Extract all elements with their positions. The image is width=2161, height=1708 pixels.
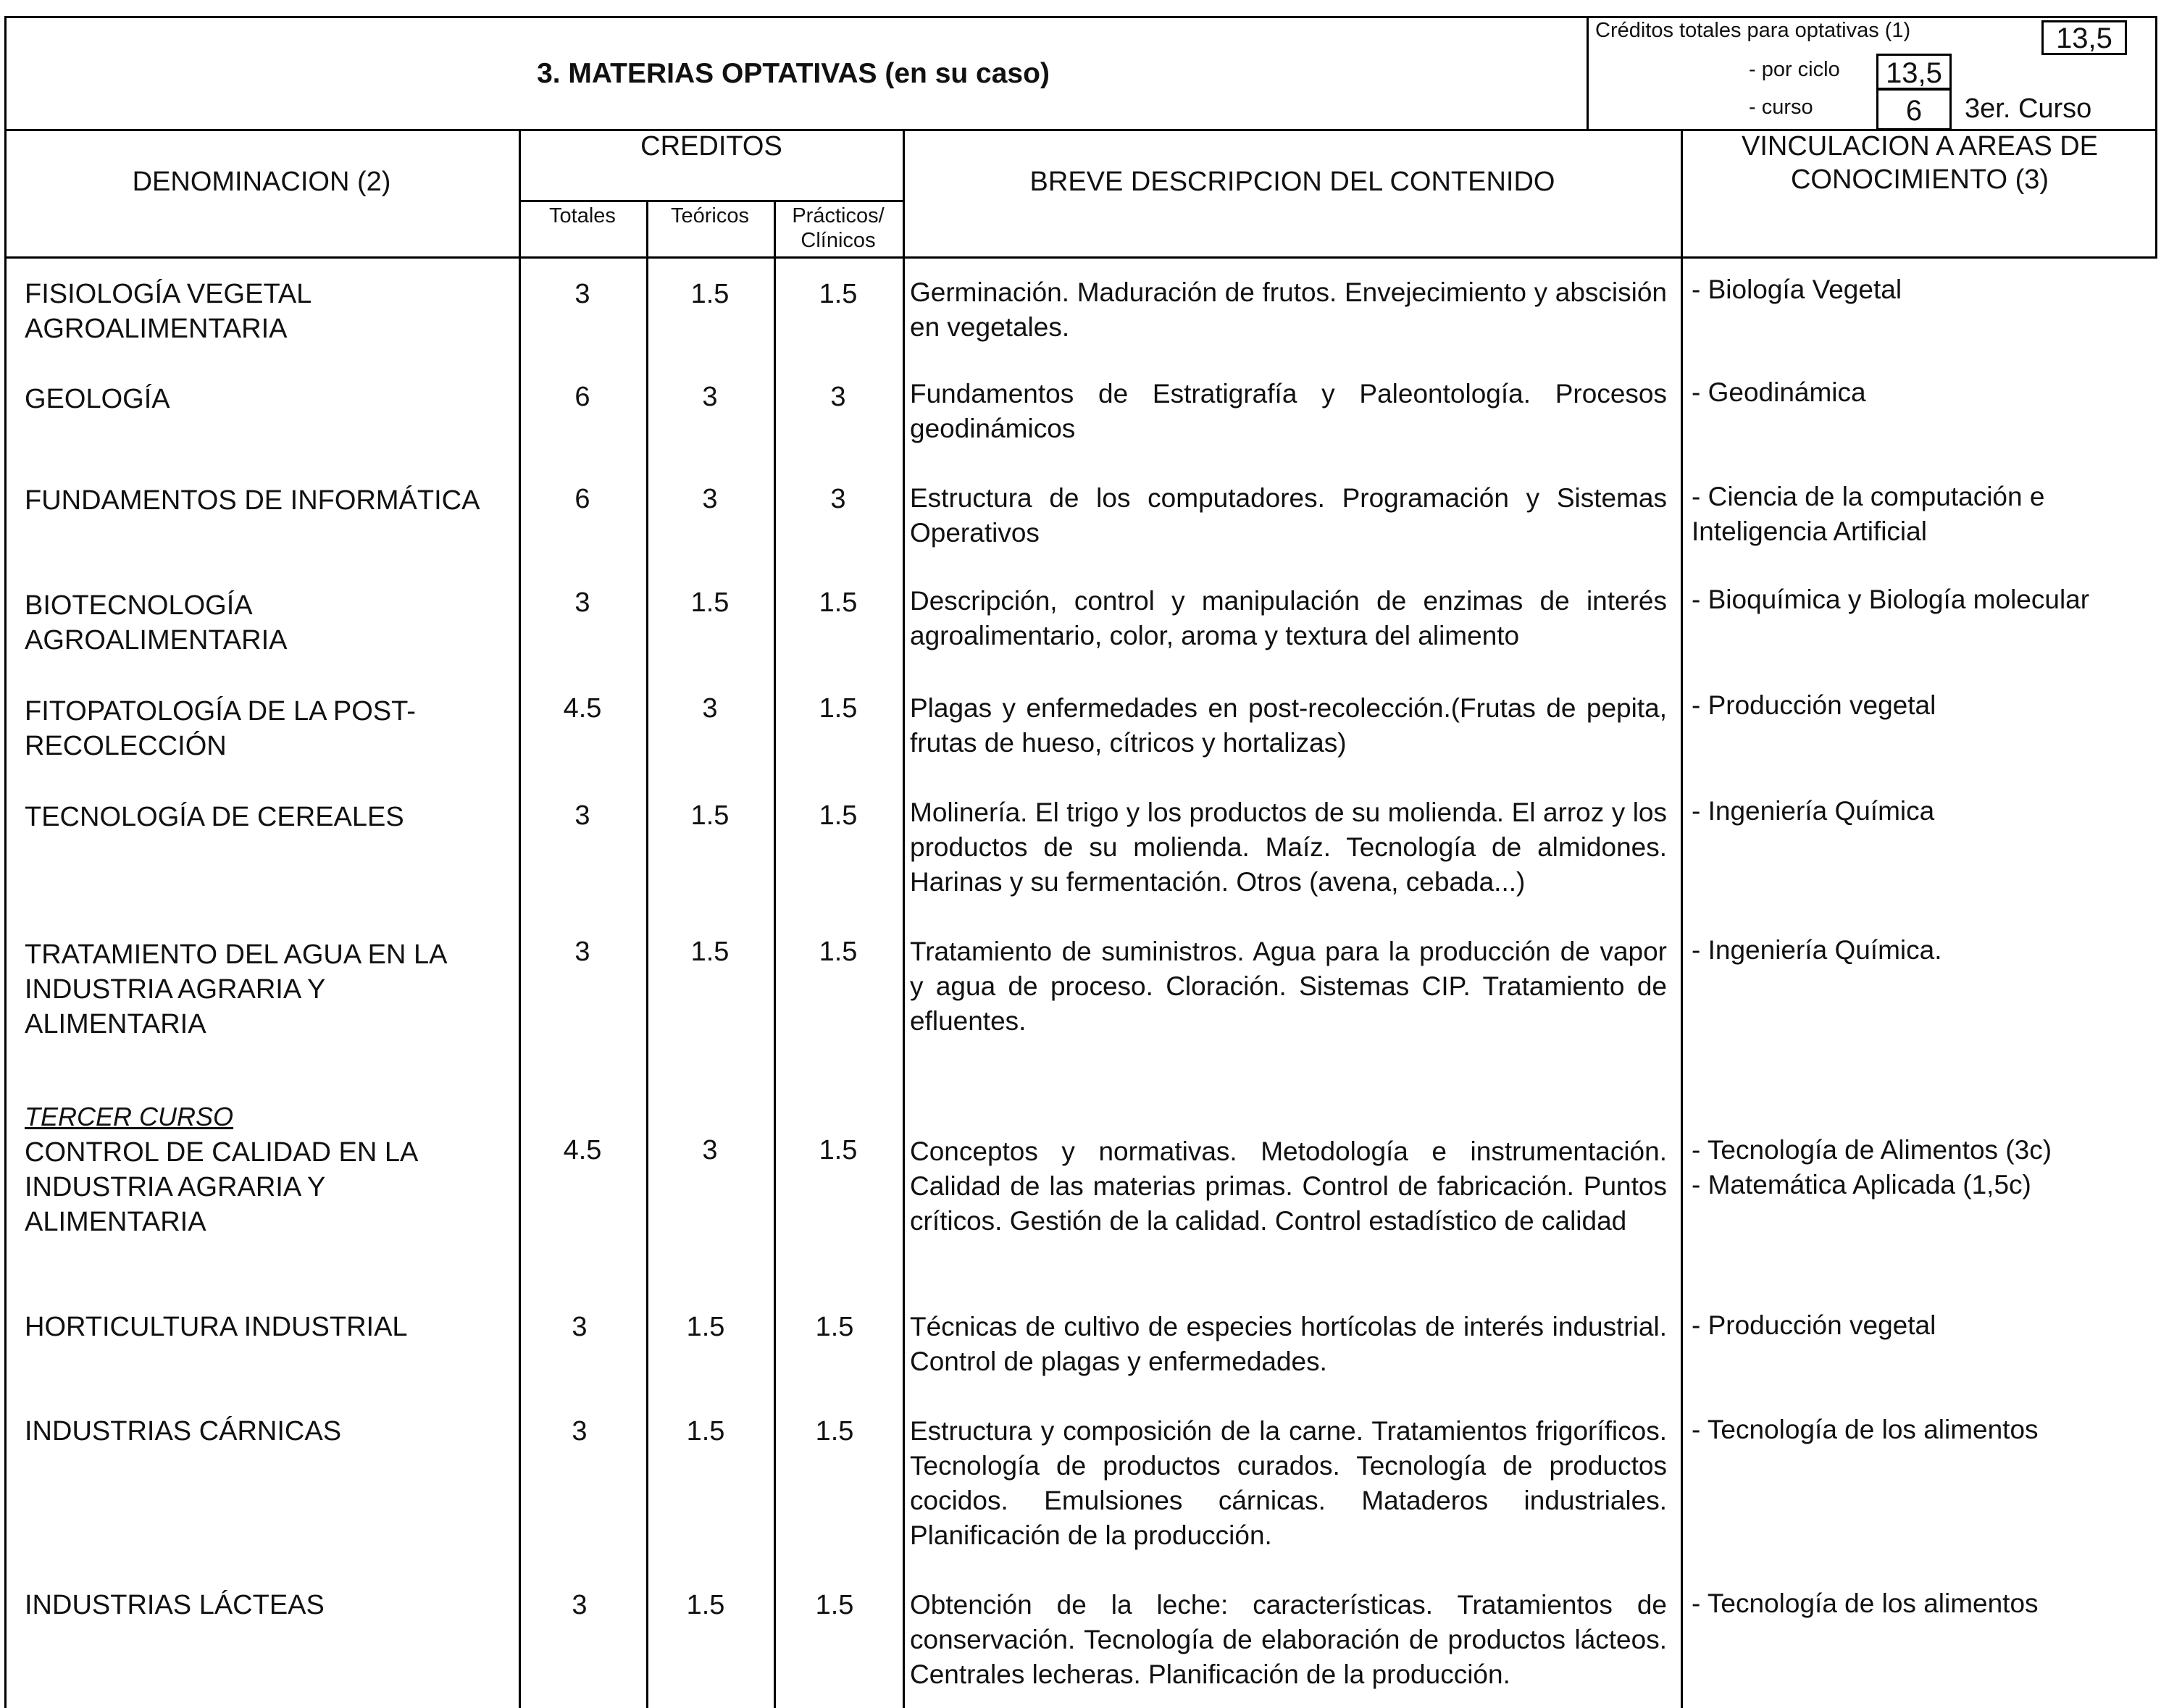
row-totales: 3	[574, 587, 590, 618]
row-practicos: 1.5	[819, 587, 858, 618]
row-area: - Ciencia de la computación e Inteligencia Artificial	[1692, 482, 2045, 546]
credits-total-box: 13,5	[2041, 20, 2127, 55]
row-teoricos: 1.5	[690, 279, 730, 309]
col-sep-descripcion	[1681, 129, 1683, 1708]
por-ciclo-label: - por ciclo	[1749, 58, 1840, 81]
col-header-teoricos: Teóricos	[671, 204, 749, 227]
col-sep-totales	[646, 200, 648, 1708]
row-name: TRATAMIENTO DEL AGUA EN LA INDUSTRIA AGRARIA Y ALIMENTARIA	[25, 939, 448, 1039]
row-name: CONTROL DE CALIDAD EN LA INDUSTRIA AGRARIA Y ALIMENTARIA	[25, 1137, 419, 1237]
page-title: 3. MATERIAS OPTATIVAS (en su caso)	[537, 58, 1050, 89]
row-name: FITOPATOLOGÍA DE LA POST- RECOLECCIÓN	[25, 696, 416, 761]
row-totales: 3	[574, 937, 590, 967]
col-sep-teoricos	[774, 200, 776, 1708]
row-totales: 4.5	[563, 693, 602, 724]
row-area: - Producción vegetal	[1692, 690, 1936, 720]
row-teoricos: 3	[702, 484, 718, 514]
col-header-practicos-1: Prácticos/	[792, 204, 885, 227]
col-header-descripcion: BREVE DESCRIPCION DEL CONTENIDO	[1029, 167, 1555, 197]
row-description: Estructura de los computadores. Programación y Sistemas Operativos	[910, 483, 1667, 548]
row-name: HORTICULTURA INDUSTRIAL	[25, 1312, 408, 1342]
row-area: - Tecnología de Alimentos (3c) - Matemática Aplicada (1,5c)	[1692, 1135, 2052, 1200]
row-name: BIOTECNOLOGÍA AGROALIMENTARIA	[25, 590, 288, 656]
row-totales: 3	[574, 800, 590, 831]
row-name: INDUSTRIAS CÁRNICAS	[25, 1416, 342, 1447]
row-description: Tratamiento de suministros. Agua para la producción de vapor y agua de proceso. Cloración. Sistemas CIP. Tratamiento de efluentes.	[910, 937, 1667, 1036]
row-description: Fundamentos de Estratigrafía y Paleontología. Procesos geodinámicos	[910, 379, 1667, 443]
credits-total-label: Créditos totales para optativas (1)	[1595, 19, 1911, 42]
row-area: - Tecnología de los alimentos	[1692, 1415, 2039, 1444]
row-name: TECNOLOGÍA DE CEREALES	[25, 802, 404, 832]
row-description: Plagas y enfermedades en post-recolección.(Frutas de pepita, frutas de hueso, cítricos y hortalizas)	[910, 693, 1667, 758]
row-description: Estructura y composición de la carne. Tratamientos frigoríficos. Tecnología de productos curados. Tecnología de productos cocidos. Emulsiones cárnicas. Mataderos industriales. Planificación de la producción.	[910, 1416, 1667, 1550]
col-header-vinculacion-1: VINCULACION A AREAS DE	[1741, 131, 2099, 162]
col-sep-creditos	[903, 129, 905, 1708]
row-practicos: 1.5	[819, 1135, 858, 1165]
row-area: - Producción vegetal	[1692, 1310, 1936, 1340]
row-practicos: 1.5	[815, 1590, 854, 1620]
row-practicos: 3	[830, 382, 846, 412]
credits-subheader-line	[519, 200, 904, 202]
row-totales: 3	[572, 1416, 588, 1447]
curso-box: 6	[1876, 88, 1952, 130]
col-header-totales: Totales	[549, 204, 616, 227]
curso-text: 3er. Curso	[1965, 93, 2092, 124]
col-header-practicos-2: Clínicos	[801, 229, 876, 252]
row-name: INDUSTRIAS LÁCTEAS	[25, 1590, 325, 1620]
row-name: FUNDAMENTOS DE INFORMÁTICA	[25, 485, 480, 516]
row-practicos: 1.5	[819, 937, 858, 967]
row-teoricos: 3	[702, 382, 718, 412]
col-sep-denominacion	[519, 129, 521, 1708]
row-totales: 3	[572, 1590, 588, 1620]
frame-left-line	[4, 16, 7, 1708]
section-label-tercer-curso: TERCER CURSO	[25, 1102, 234, 1131]
row-description: Germinación. Maduración de frutos. Envejecimiento y abscisión en vegetales.	[910, 277, 1667, 342]
row-practicos: 3	[830, 484, 846, 514]
row-totales: 3	[572, 1312, 588, 1342]
row-area: - Biología Vegetal	[1692, 275, 1902, 304]
row-teoricos: 3	[702, 1135, 718, 1165]
row-area: - Ingeniería Química	[1692, 796, 1935, 826]
row-description: Conceptos y normativas. Metodología e instrumentación. Calidad de las materias primas. Control de fabricación. Puntos críticos. Gestión de la calidad. Control estadístico de calidad	[910, 1136, 1667, 1236]
row-practicos: 1.5	[815, 1312, 854, 1342]
row-name: FISIOLOGÍA VEGETAL AGROALIMENTARIA	[25, 279, 312, 344]
row-teoricos: 1.5	[690, 800, 730, 831]
row-teoricos: 1.5	[686, 1312, 725, 1342]
por-ciclo-box: 13,5	[1876, 54, 1952, 90]
row-totales: 4.5	[563, 1135, 602, 1165]
row-area: - Geodinámica	[1692, 377, 1866, 407]
row-description: Descripción, control y manipulación de enzimas de interés agroalimentario, color, aroma y textura del alimento	[910, 586, 1667, 650]
col-header-vinculacion-2: CONOCIMIENTO (3)	[1790, 164, 2049, 195]
row-teoricos: 1.5	[686, 1590, 725, 1620]
row-teoricos: 1.5	[686, 1416, 725, 1447]
row-totales: 3	[574, 279, 590, 309]
row-totales: 6	[574, 382, 590, 412]
row-description: Obtención de la leche: características. Tratamientos de conservación. Tecnología de elaboración de productos lácteos. Centrales lecheras. Planificación de la producción.	[910, 1590, 1667, 1689]
row-description: Técnicas de cultivo de especies hortícolas de interés industrial. Control de plagas y enfermedades.	[910, 1312, 1667, 1376]
row-teoricos: 1.5	[690, 937, 730, 967]
row-practicos: 1.5	[819, 693, 858, 724]
row-name: GEOLOGÍA	[25, 384, 170, 414]
row-totales: 6	[574, 484, 590, 514]
row-practicos: 1.5	[819, 800, 858, 831]
title-divider-line	[1587, 16, 1589, 130]
row-area: - Ingeniería Química.	[1692, 935, 1942, 965]
row-area: - Tecnología de los alimentos	[1692, 1588, 2039, 1618]
row-description: Molinería. El trigo y los productos de su molienda. El arroz y los productos de su molienda. Maíz. Tecnología de almidones. Harinas y su fermentación. Otros (avena, cebada...)	[910, 798, 1667, 897]
col-header-creditos: CREDITOS	[640, 131, 782, 162]
curso-label: - curso	[1749, 96, 1813, 119]
row-area: - Bioquímica y Biología molecular	[1692, 585, 2090, 614]
col-header-denominacion: DENOMINACION (2)	[132, 167, 391, 197]
row-practicos: 1.5	[815, 1416, 854, 1447]
row-teoricos: 3	[702, 693, 718, 724]
row-teoricos: 1.5	[690, 587, 730, 618]
columns-header-bottom-line	[4, 256, 2157, 259]
row-practicos: 1.5	[819, 279, 858, 309]
